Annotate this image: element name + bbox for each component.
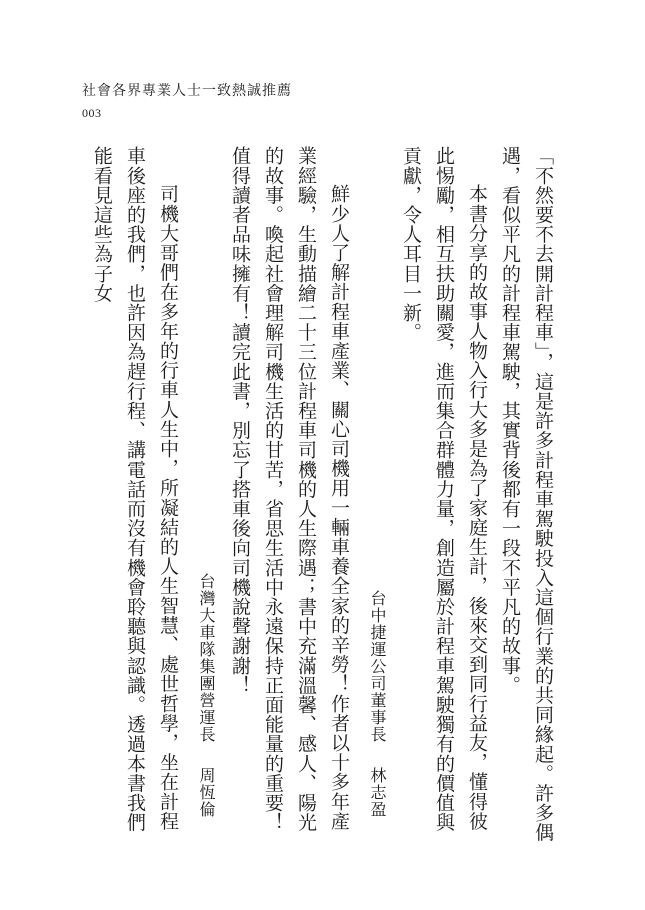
letter2-signature bbox=[190, 146, 223, 846]
letter1-signer-name: 林志盈 bbox=[368, 767, 387, 818]
page-number: 003 bbox=[82, 106, 102, 120]
letter1-paragraph-2: 本書分享的故事人物入行大多是為了家庭生計，後來交到同行益友，懂得彼此惕勵，相互扶助關愛，進而集合群體力量，創造屬於計程車駕駛獨有的價值與貢獻，令人耳目一新。 bbox=[400, 146, 488, 832]
vertical-text-body bbox=[69, 146, 559, 846]
letter2-signer-org: 台灣大車隊集團營運長 bbox=[197, 573, 216, 743]
letter1-paragraph-1: 「不然要不去開計程車」，這是許多計程車駕駛投入這個行業的共同緣起。許多偶遇，看似平凡的計程車駕駛，其實背後都有一段不平凡的故事。 bbox=[499, 146, 554, 843]
letter1-signature bbox=[361, 146, 394, 846]
letter2-paragraph-1: 鮮少人了解計程車產業、關心司機用一輛車養全家的辛勞！作者以十多年產業經驗，生動描繪二十三位計程車司機的人生際遇；書中充滿溫馨、感人、陽光的故事。喚起社會理解司機生活的甘苦，省思生活中永遠保持正面能量的重要！值得讀者品味擁有！讀完此書，別忘了搭車後向司機說聲謝謝！ bbox=[229, 146, 350, 832]
header-title: 社會各界專業人士一致熱誠推薦 bbox=[82, 84, 292, 99]
letter3-paragraph-1: 司機大哥們在多年的行車人生中，所凝結的人生智慧、處世哲學，坐在計程車後座的我們，也許因為趕行程、講電話而沒有機會聆聽與認識。透過本書我們能看見這些為子女 bbox=[91, 146, 179, 832]
letter2-signer-name: 周恆倫 bbox=[197, 767, 216, 818]
letter1-signer-org: 台中捷運公司董事長 bbox=[368, 590, 387, 743]
running-header bbox=[82, 80, 292, 121]
